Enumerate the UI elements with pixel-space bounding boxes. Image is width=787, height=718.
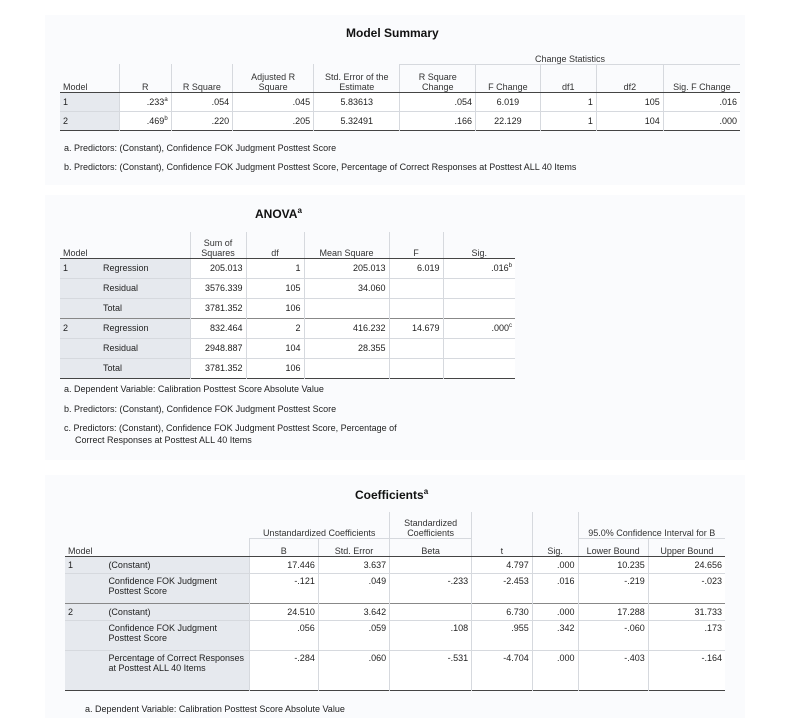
footnote: c. Predictors: (Constant), Confidence FOK Judgment Posttest Score, Percentage of bbox=[64, 423, 397, 433]
table-row bbox=[60, 338, 515, 358]
f-change-value: 22.129 bbox=[476, 111, 541, 130]
col-model: Model bbox=[60, 64, 119, 92]
sig-value: .000 bbox=[532, 650, 578, 690]
col-std-error: Std. Error of the Estimate bbox=[314, 64, 400, 92]
model-label bbox=[65, 620, 105, 650]
col-beta: Beta bbox=[390, 538, 472, 556]
f-change-value: 6.019 bbox=[476, 92, 541, 111]
b-value: 24.510 bbox=[249, 603, 318, 620]
col-r: R bbox=[119, 64, 171, 92]
table-row bbox=[60, 258, 515, 278]
ms-value: 34.060 bbox=[304, 278, 389, 298]
coefficients-table bbox=[65, 512, 725, 691]
t-value: -4.704 bbox=[472, 650, 533, 690]
std-error-value: 5.32491 bbox=[314, 111, 400, 130]
sig-value: .000 bbox=[532, 556, 578, 573]
source-label: Residual bbox=[100, 278, 190, 298]
lower-bound-value: -.403 bbox=[578, 650, 648, 690]
table-row bbox=[65, 603, 725, 620]
t-value: 4.797 bbox=[472, 556, 533, 573]
source-label: Total bbox=[100, 298, 190, 318]
lower-bound-value: -.060 bbox=[578, 620, 648, 650]
ss-value: 3781.352 bbox=[190, 358, 246, 378]
b-value: 17.446 bbox=[249, 556, 318, 573]
model-label bbox=[60, 278, 100, 298]
col-f-change: F Change bbox=[476, 64, 541, 92]
se-value: .059 bbox=[318, 620, 389, 650]
footnote: Correct Responses at Posttest ALL 40 Items bbox=[75, 435, 252, 445]
upper-bound-value: 31.733 bbox=[648, 603, 725, 620]
model-label: 1 bbox=[65, 556, 105, 573]
col-sig: Sig. bbox=[532, 538, 578, 556]
df-value: 1 bbox=[246, 258, 304, 278]
lower-bound-value: 17.288 bbox=[578, 603, 648, 620]
anova-table bbox=[60, 232, 515, 379]
ss-value: 2948.887 bbox=[190, 338, 246, 358]
table-row bbox=[65, 620, 725, 650]
ms-value: 205.013 bbox=[304, 258, 389, 278]
source-label: Regression bbox=[100, 318, 190, 338]
upper-bound-value: 24.656 bbox=[648, 556, 725, 573]
sig-value: .000$^c$ bbox=[443, 318, 515, 338]
ss-value: 832.464 bbox=[190, 318, 246, 338]
model-label: 1 bbox=[60, 258, 100, 278]
se-value: 3.637 bbox=[318, 556, 389, 573]
col-std-error: Std. Error bbox=[318, 538, 389, 556]
se-value: 3.642 bbox=[318, 603, 389, 620]
model-summary-table bbox=[60, 50, 740, 131]
t-value: 6.730 bbox=[472, 603, 533, 620]
standardized-header: Standardized Coefficients bbox=[390, 512, 472, 538]
model-label: 2 bbox=[60, 318, 100, 338]
r-square-change-value: .054 bbox=[400, 92, 476, 111]
ci-header: 95.0% Confidence Interval for B bbox=[578, 512, 725, 538]
anova-title: ANOVA$^a$ bbox=[255, 206, 302, 221]
se-value: .060 bbox=[318, 650, 389, 690]
t-value: -2.453 bbox=[472, 573, 533, 603]
table-row bbox=[65, 650, 725, 690]
ms-value bbox=[304, 298, 389, 318]
col-mean-square: Mean Square bbox=[304, 232, 389, 258]
sig-value: .342 bbox=[532, 620, 578, 650]
source-label: Regression bbox=[100, 258, 190, 278]
b-value: -.284 bbox=[249, 650, 318, 690]
col-model: Model bbox=[65, 538, 105, 556]
ms-value bbox=[304, 358, 389, 378]
term-label: Percentage of Correct Responses at Posttest ALL 40 Items bbox=[105, 650, 249, 690]
model-label bbox=[65, 650, 105, 690]
sig-value: .016$^b$ bbox=[443, 258, 515, 278]
b-value: -.121 bbox=[249, 573, 318, 603]
adj-r-square-value: .205 bbox=[233, 111, 314, 130]
col-t: t bbox=[472, 538, 533, 556]
col-model: Model bbox=[60, 232, 100, 258]
table-row bbox=[65, 573, 725, 603]
col-sig: Sig. bbox=[443, 232, 515, 258]
ss-value: 3576.339 bbox=[190, 278, 246, 298]
table-row bbox=[60, 111, 740, 130]
r-value: .469$^b$ bbox=[119, 111, 171, 130]
model-label bbox=[65, 573, 105, 603]
term-label: (Constant) bbox=[105, 556, 249, 573]
df-value: 104 bbox=[246, 338, 304, 358]
f-value bbox=[389, 358, 443, 378]
model-label bbox=[60, 298, 100, 318]
f-value bbox=[389, 338, 443, 358]
f-value: 6.019 bbox=[389, 258, 443, 278]
sig-value bbox=[443, 278, 515, 298]
df1-value: 1 bbox=[540, 92, 596, 111]
r-square-value: .054 bbox=[171, 92, 233, 111]
ss-value: 3781.352 bbox=[190, 298, 246, 318]
col-lower-bound: Lower Bound bbox=[578, 538, 648, 556]
beta-value: -.531 bbox=[390, 650, 472, 690]
col-df: df bbox=[246, 232, 304, 258]
footnote: a. Dependent Variable: Calibration Posttest Score Absolute Value bbox=[64, 384, 324, 394]
model-summary-title: Model Summary bbox=[346, 26, 439, 40]
se-value: .049 bbox=[318, 573, 389, 603]
ss-value: 205.013 bbox=[190, 258, 246, 278]
df2-value: 105 bbox=[596, 92, 663, 111]
table-row bbox=[60, 318, 515, 338]
footnote: a. Dependent Variable: Calibration Posttest Score Absolute Value bbox=[85, 704, 345, 714]
df1-value: 1 bbox=[540, 111, 596, 130]
ms-value: 28.355 bbox=[304, 338, 389, 358]
upper-bound-value: -.164 bbox=[648, 650, 725, 690]
footnote: b. Predictors: (Constant), Confidence FOK Judgment Posttest Score, Percentage of Correct Responses at Posttest ALL 40 Items bbox=[64, 162, 577, 172]
upper-bound-value: -.023 bbox=[648, 573, 725, 603]
col-sum-of-squares: Sum of Squares bbox=[190, 232, 246, 258]
model-label bbox=[60, 338, 100, 358]
ms-value: 416.232 bbox=[304, 318, 389, 338]
change-statistics-header: Change Statistics bbox=[400, 50, 740, 64]
col-adj-r-square: Adjusted R Square bbox=[233, 64, 314, 92]
col-r-square: R Square bbox=[171, 64, 233, 92]
footnote: b. Predictors: (Constant), Confidence FOK Judgment Posttest Score bbox=[64, 404, 337, 414]
beta-value bbox=[390, 556, 472, 573]
lower-bound-value: -.219 bbox=[578, 573, 648, 603]
r-square-change-value: .166 bbox=[400, 111, 476, 130]
sig-value bbox=[443, 338, 515, 358]
df-value: 106 bbox=[246, 298, 304, 318]
model-label: 1 bbox=[60, 92, 119, 111]
sig-f-change-value: .016 bbox=[663, 92, 740, 111]
col-df1: df1 bbox=[540, 64, 596, 92]
f-value bbox=[389, 278, 443, 298]
t-value: .955 bbox=[472, 620, 533, 650]
df-value: 106 bbox=[246, 358, 304, 378]
model-label: 2 bbox=[65, 603, 105, 620]
r-square-value: .220 bbox=[171, 111, 233, 130]
lower-bound-value: 10.235 bbox=[578, 556, 648, 573]
beta-value: -.233 bbox=[390, 573, 472, 603]
b-value: .056 bbox=[249, 620, 318, 650]
source-label: Residual bbox=[100, 338, 190, 358]
adj-r-square-value: .045 bbox=[233, 92, 314, 111]
table-row bbox=[65, 556, 725, 573]
col-b: B bbox=[249, 538, 318, 556]
model-label: 2 bbox=[60, 111, 119, 130]
sig-value bbox=[443, 358, 515, 378]
term-label: (Constant) bbox=[105, 603, 249, 620]
col-df2: df2 bbox=[596, 64, 663, 92]
df2-value: 104 bbox=[596, 111, 663, 130]
source-label: Total bbox=[100, 358, 190, 378]
beta-value: .108 bbox=[390, 620, 472, 650]
df-value: 2 bbox=[246, 318, 304, 338]
col-upper-bound: Upper Bound bbox=[648, 538, 725, 556]
term-label: Confidence FOK Judgment Posttest Score bbox=[105, 620, 249, 650]
table-row bbox=[60, 358, 515, 378]
df-value: 105 bbox=[246, 278, 304, 298]
upper-bound-value: .173 bbox=[648, 620, 725, 650]
f-value bbox=[389, 298, 443, 318]
std-error-value: 5.83613 bbox=[314, 92, 400, 111]
sig-value: .000 bbox=[532, 603, 578, 620]
unstandardized-header: Unstandardized Coefficients bbox=[249, 512, 390, 538]
footnote: a. Predictors: (Constant), Confidence FOK Judgment Posttest Score bbox=[64, 143, 337, 153]
beta-value bbox=[390, 603, 472, 620]
table-row bbox=[60, 298, 515, 318]
sig-value: .016 bbox=[532, 573, 578, 603]
r-value: .233$^a$ bbox=[119, 92, 171, 111]
coefficients-title: Coefficients$^a$ bbox=[355, 487, 429, 502]
term-label: Confidence FOK Judgment Posttest Score bbox=[105, 573, 249, 603]
sig-f-change-value: .000 bbox=[663, 111, 740, 130]
table-row bbox=[60, 278, 515, 298]
table-row bbox=[60, 92, 740, 111]
col-r-square-change: R Square Change bbox=[400, 64, 476, 92]
col-sig-f-change: Sig. F Change bbox=[663, 64, 740, 92]
model-label bbox=[60, 358, 100, 378]
col-f: F bbox=[389, 232, 443, 258]
sig-value bbox=[443, 298, 515, 318]
f-value: 14.679 bbox=[389, 318, 443, 338]
